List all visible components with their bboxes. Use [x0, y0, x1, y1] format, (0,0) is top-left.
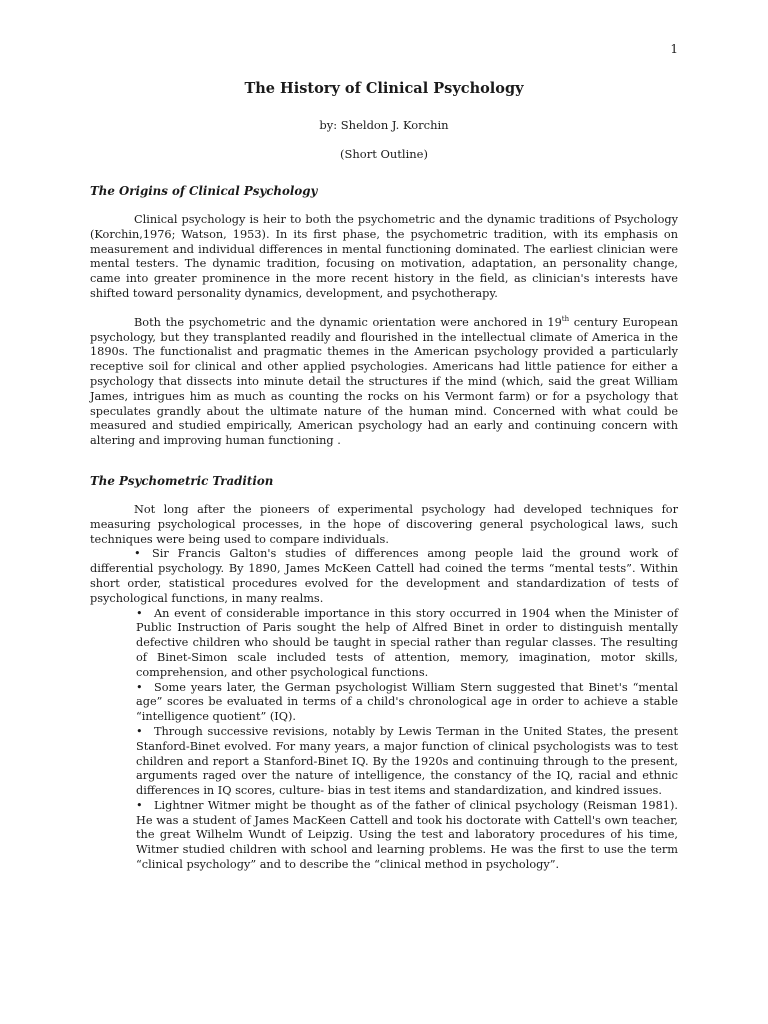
paragraph-origins-1: Clinical psychology is heir to both the psychometric and the dynamic traditions of Psychology (Korchin,1976; Watson, 1953). In its first phase, the psychometric tradition, with its emphasis on measurement and individual differences in mental functioning dominated. The earliest clinician were mental testers. The dynamic tradition, focusing on motivation, adaptation, an personality change, came into greater prominence in the more recent history in the field, as clinician's interests have shifted toward personality dynamics, development, and psychotherapy. — [90, 213, 678, 300]
bullet-icon: • — [134, 547, 141, 561]
paragraph-origins-2 — [90, 316, 678, 449]
list-item-text: Lightner Witmer might be thought as of the father of clinical psychology (Reisman 1981). He was a student of James MacKeen Cattell and took his doctorate with Cattell's own teacher, the great Wilhelm Wundt of Leipzig. Using the test and laboratory procedures of his time, Witmer studied children with school and learning problems. He was the first to use the term “clinical psychology” and to describe the “clinical method in psychology”. — [136, 798, 678, 872]
paragraph-text: century European psychology, but they transplanted readily and flourished in the intellectual climate of America in the 1890s. The functionalist and pragmatic themes in the American psychology provided a particularly receptive soil for clinical and other applied psychologies. Americans had little patience for either a psychology that dissects into minute detail the structures if the mind (which, said the great William James, intrigues him as much as counting the rocks on his Vermont farm) or for a psychology that speculates grandly about the ultimate nature of the human mind. Concerned with what could be measured and studied empirically, American psychology had an early and continuing concern with altering and improving human functioning . — [90, 315, 678, 448]
list-item — [90, 547, 678, 606]
document-subtitle: (Short Outline) — [340, 147, 428, 161]
list-item-text: Some years later, the German psychologist William Stern suggested that Binet's “mental age” scores be evaluated in terms of a child's chronological age in order to achieve a stable “intelligence quotient” (IQ). — [136, 680, 678, 724]
author-byline: by: Sheldon J. Korchin — [319, 118, 449, 132]
document-body — [90, 80, 678, 873]
list-item-text: An event of considerable importance in this story occurred in 1904 when the Minister of Public Instruction of Paris sought the help of Alfred Binet in order to distinguish mentally defective children who should be taught in special rather than regular classes. The resulting of Binet-Simon scale included tests of attention, memory, imagination, motor skills, comprehension, and other psychological functions. — [136, 606, 678, 679]
list-item-text: Through successive revisions, notably by Lewis Terman in the United States, the present Stanford-Binet evolved. For many years, a major function of clinical psychologists was to test children and report a Stanford-Binet IQ. By the 1920s and continuing through to the present, arguments raged over the nature of intelligence, the constancy of the IQ, racial and ethnic differences in IQ scores, culture- bias in test items and standardization, and kindred issues. — [136, 724, 678, 798]
document-title: The History of Clinical Psychology — [244, 80, 524, 97]
section-heading-origins: The Origins of Clinical Psychology — [90, 184, 318, 198]
list-item — [136, 607, 678, 681]
list-item-text: Sir Francis Galton's studies of differences among people laid the ground work of differential psychology. By 1890, James McKeen Cattell had coined the terms “mental tests”. Within short order, statistical procedures evolved for the development and standardization of tests of psychological functions, in many realms. — [90, 547, 678, 605]
list-item — [136, 799, 678, 873]
paragraph-text: Both the psychometric and the dynamic orientation were anchored in 19 — [134, 315, 562, 329]
bullet-icon: • — [136, 680, 143, 694]
bullet-icon: • — [136, 606, 143, 620]
bullet-list — [90, 547, 678, 873]
section-heading-psychometric: The Psychometric Tradition — [90, 473, 274, 488]
bullet-icon: • — [136, 798, 143, 812]
paragraph-psychometric-intro: Not long after the pioneers of experimental psychology had developed techniques for measuring psychological processes, in the hope of discovering general psychological laws, such techniques were being used to compare individuals. — [90, 502, 678, 546]
superscript: th — [561, 315, 570, 324]
list-item — [136, 725, 678, 799]
page-number: 1 — [670, 42, 678, 56]
bullet-icon: • — [136, 724, 143, 738]
list-item — [136, 681, 678, 725]
